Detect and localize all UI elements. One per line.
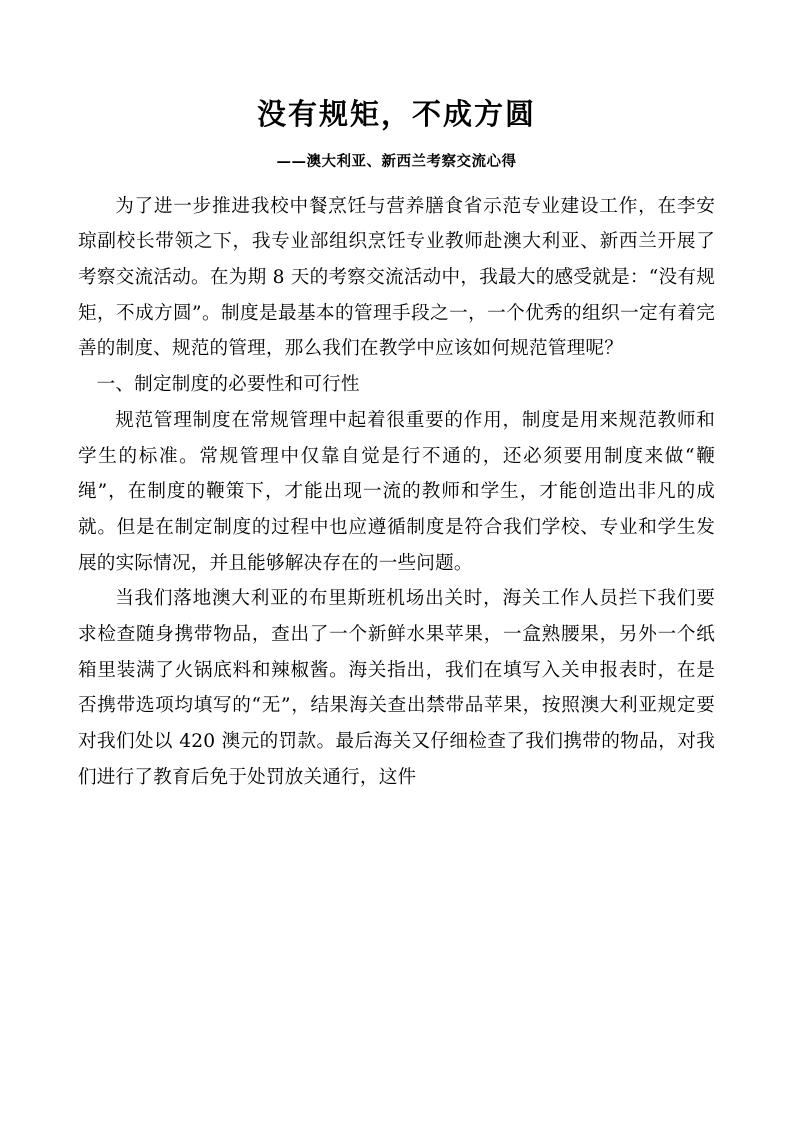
paragraph-1: 为了进一步推进我校中餐烹饪与营养膳食省示范专业建设工作，在李安琼副校长带领之下，我专业部组织烹饪专业教师赴澳大利亚、新西兰开展了考察交流活动。在为期 8 天的考察交流活动中，我最大的感受就是：“没有规矩，不成方圆”。制度是最基本的管理手段之一，一个优秀的组织一定有着完善的制度、规范的管理，那么我们在教学中应该如何规范管理呢？ xyxy=(78,195,715,360)
document-body xyxy=(78,189,715,796)
page-title: 没有规矩，不成方圆 xyxy=(256,97,536,131)
paragraph-2: 规范管理制度在常规管理中起着很重要的作用，制度是用来规范教师和学生的标准。常规管理中仅靠自觉是行不通的，还必须要用制度来做“鞭绳”，在制度的鞭策下，才能出现一流的教师和学生，才能创造出非凡的成就。但是在制定制度的过程中也应遵循制度是符合我们学校、专业和学生发展的实际情况，并且能够解决存在的一些问题。 xyxy=(78,409,715,574)
paragraph-3: 当我们落地澳大利亚的布里斯班机场出关时，海关工作人员拦下我们要求检查随身携带物品，查出了一个新鲜水果苹果，一盒熟腰果，另外一个纸箱里装满了火锅底料和辣椒酱。海关指出，我们在填写入关申报表时，在是否携带选项均填写的“无”，结果海关查出禁带品苹果，按照澳大利亚规定要对我们处以 420 澳元的罚款。最后海关又仔细检查了我们携带的物品，对我们进行了教育后免于处罚放关通行，这件 xyxy=(78,588,715,788)
section-heading-1: 一、制定制度的必要性和可行性 xyxy=(96,374,360,396)
page-subtitle: ——澳大利亚、新西兰考察交流心得 xyxy=(276,152,517,170)
